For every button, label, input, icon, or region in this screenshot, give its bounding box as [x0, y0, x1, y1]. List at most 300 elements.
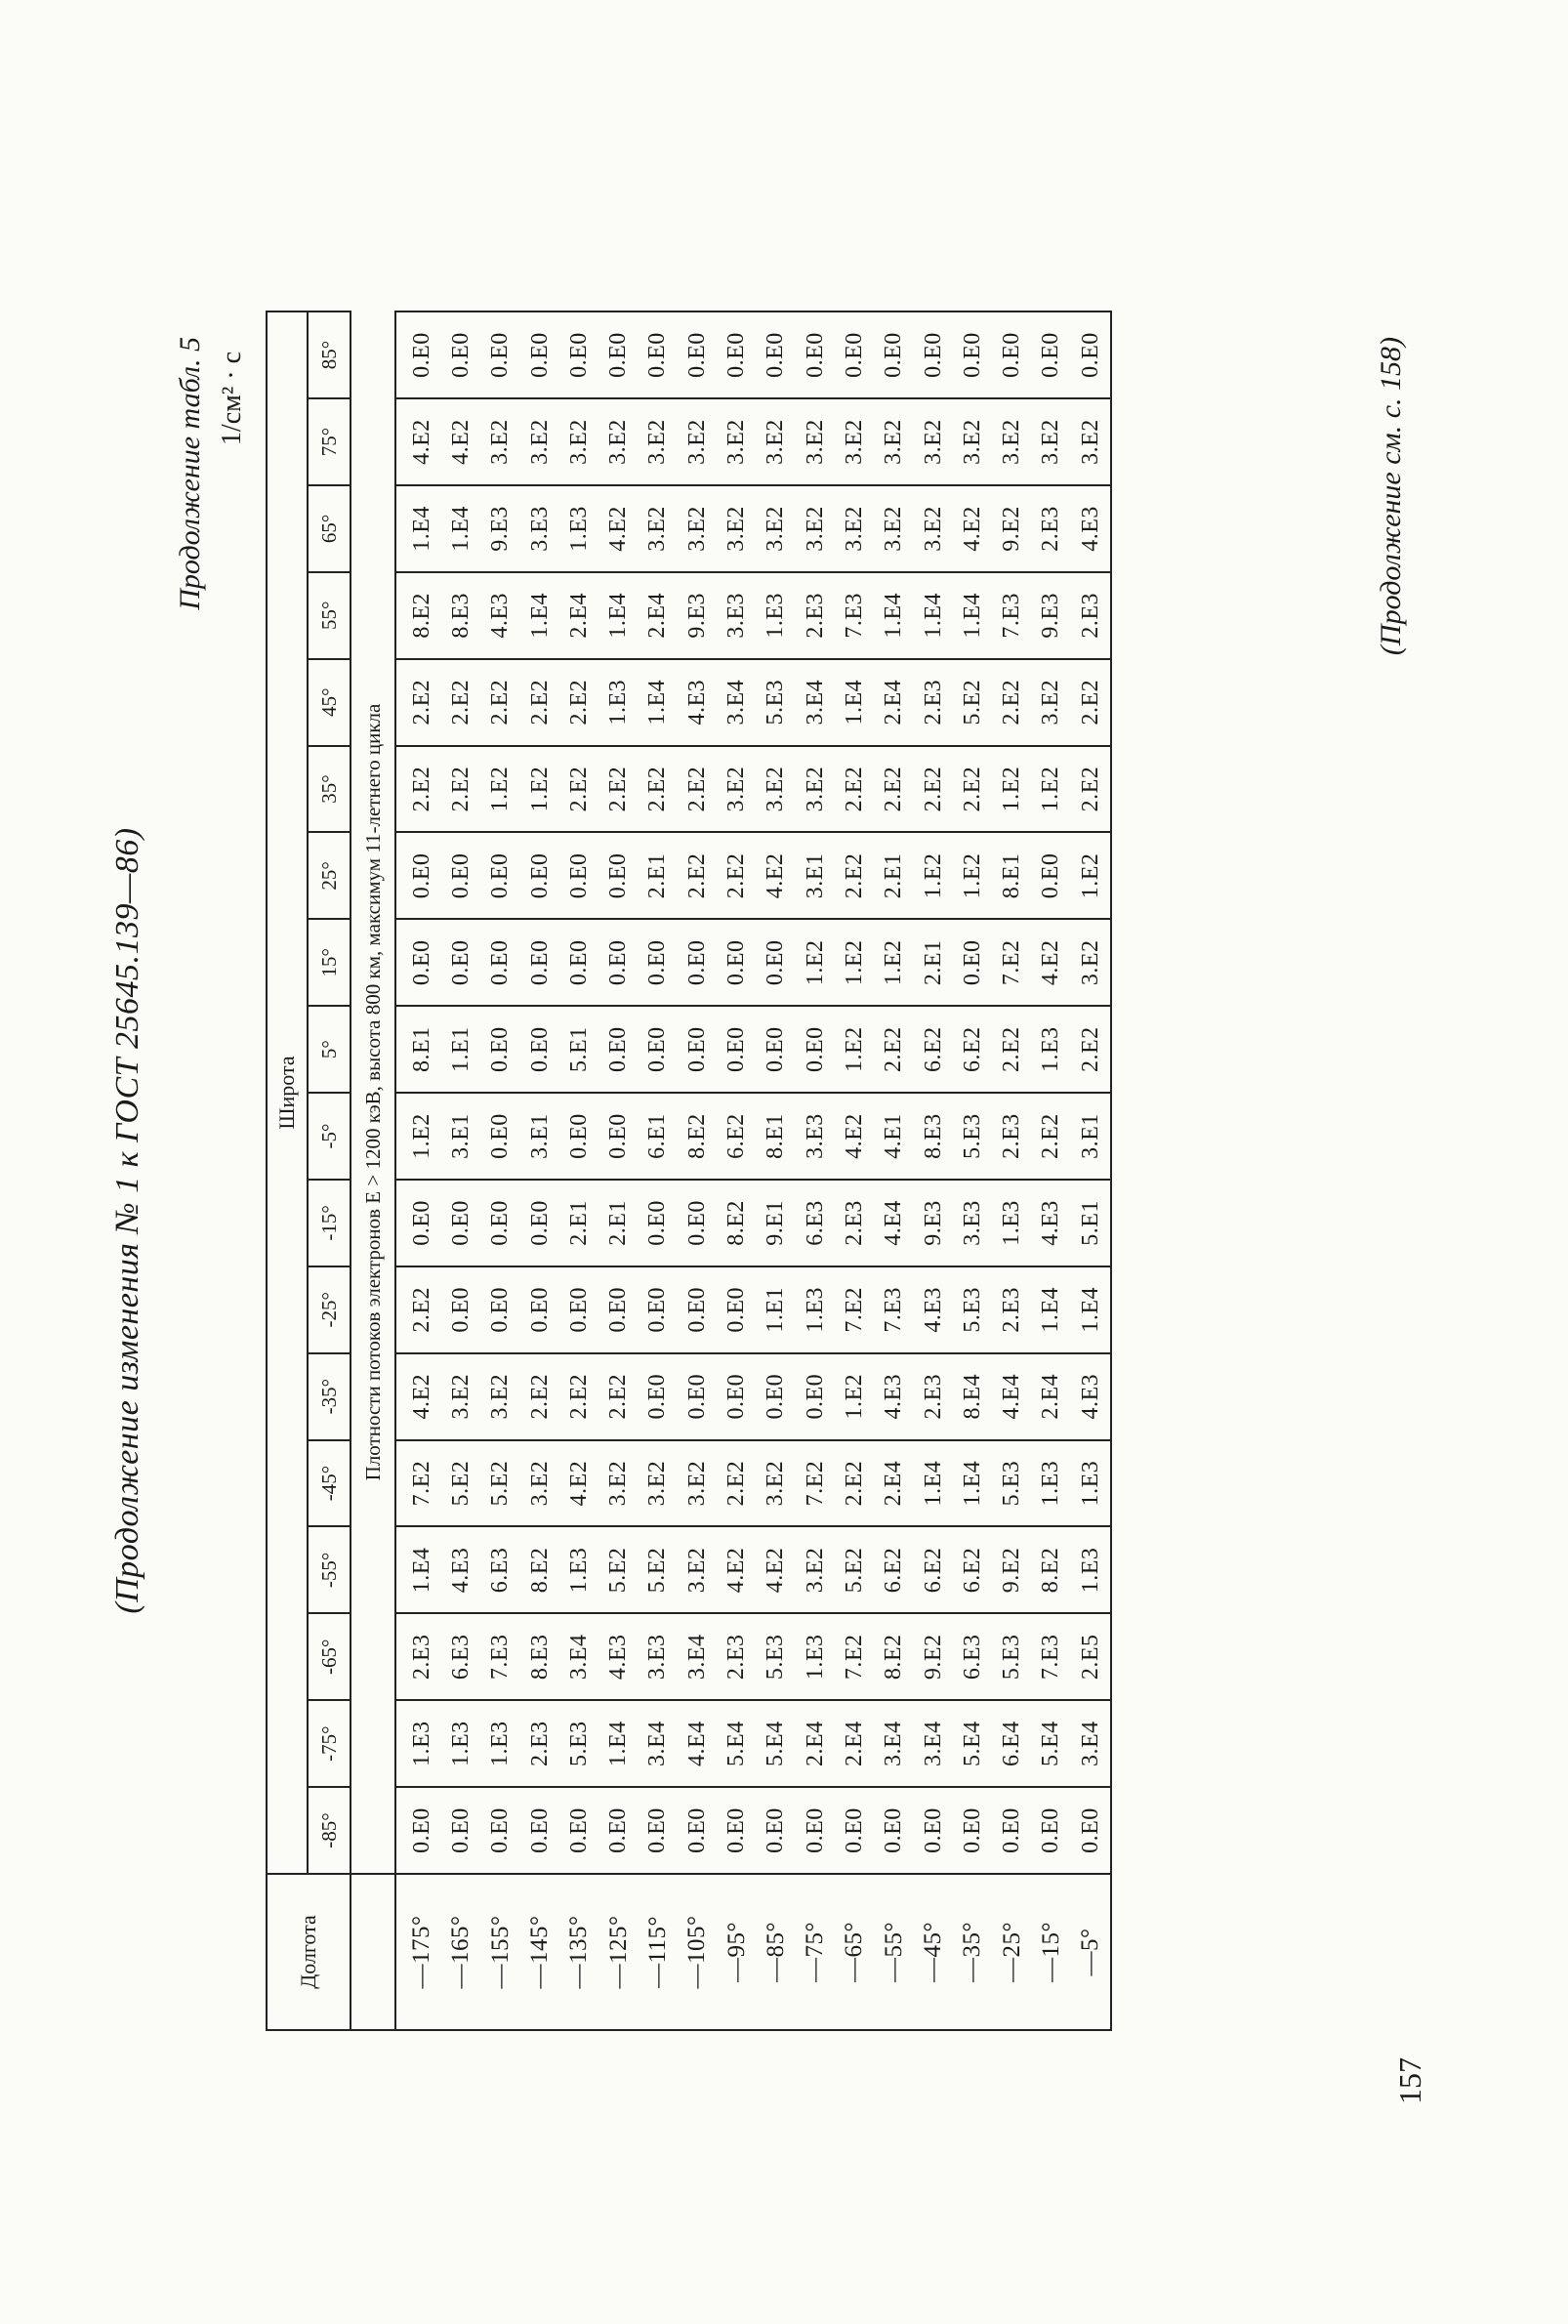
flux-value-cell: 2.E2: [835, 833, 874, 920]
flux-value-cell: 4.E4: [875, 1180, 914, 1266]
flux-value-cell: 5.E3: [559, 1700, 598, 1787]
flux-value-cell: 3.E1: [1071, 1093, 1111, 1180]
flux-value-cell: 8.E3: [520, 1613, 559, 1700]
latitude-col-header: -45°: [308, 1440, 351, 1527]
flux-value-cell: 2.E2: [992, 659, 1031, 746]
flux-value-cell: 4.E2: [598, 485, 638, 572]
flux-value-cell: 3.E2: [757, 485, 796, 572]
flux-value-cell: 3.E4: [1071, 1700, 1111, 1787]
latitude-col-header: -65°: [308, 1613, 351, 1700]
flux-value-cell: 8.E1: [757, 1093, 796, 1180]
flux-value-cell: 0.E0: [757, 919, 796, 1006]
flux-value-cell: 8.E2: [395, 572, 441, 659]
flux-value-cell: 3.E3: [953, 1180, 992, 1266]
flux-value-cell: 1.E4: [953, 572, 992, 659]
flux-value-cell: 3.E3: [796, 1093, 835, 1180]
flux-value-cell: 2.E2: [875, 1006, 914, 1093]
flux-value-cell: 3.E2: [875, 485, 914, 572]
flux-value-cell: 2.E2: [1071, 1006, 1111, 1093]
flux-value-cell: 2.E2: [559, 1353, 598, 1440]
flux-value-cell: 3.E2: [796, 485, 835, 572]
flux-value-cell: 0.E0: [1071, 1787, 1111, 1874]
flux-value-cell: 2.E2: [1071, 659, 1111, 746]
table-row: [717, 311, 756, 2030]
flux-value-cell: 2.E4: [796, 1700, 835, 1787]
flux-value-cell: 0.E0: [678, 919, 717, 1006]
flux-value-cell: 4.E2: [757, 1527, 796, 1614]
flux-value-cell: 5.E1: [1071, 1180, 1111, 1266]
flux-value-cell: 7.E3: [481, 1613, 520, 1700]
flux-value-cell: 3.E2: [639, 485, 678, 572]
flux-value-cell: 0.E0: [796, 311, 835, 398]
flux-value-cell: 0.E0: [1032, 1787, 1071, 1874]
flux-value-cell: 2.E1: [559, 1180, 598, 1266]
flux-value-cell: 1.E2: [914, 833, 953, 920]
flux-value-cell: 3.E2: [639, 398, 678, 485]
flux-value-cell: 4.E2: [559, 1440, 598, 1527]
latitude-col-header: 75°: [308, 398, 351, 485]
flux-value-cell: 1.E3: [1071, 1440, 1111, 1527]
flux-value-cell: 2.E2: [395, 1266, 441, 1353]
flux-value-cell: 3.E2: [757, 746, 796, 833]
longitude-cell: —155°: [481, 1874, 520, 2030]
flux-value-cell: 2.E2: [953, 746, 992, 833]
flux-value-cell: 2.E2: [1032, 1093, 1071, 1180]
flux-value-cell: 0.E0: [992, 311, 1031, 398]
flux-value-cell: 4.E3: [441, 1527, 480, 1614]
longitude-cell: —105°: [678, 1874, 717, 2030]
longitude-cell: —135°: [559, 1874, 598, 2030]
flux-value-cell: 0.E0: [520, 833, 559, 920]
flux-value-cell: 5.E1: [559, 1006, 598, 1093]
flux-value-cell: 5.E3: [992, 1613, 1031, 1700]
flux-value-cell: 2.E2: [441, 746, 480, 833]
flux-value-cell: 3.E3: [520, 485, 559, 572]
flux-value-cell: 4.E2: [953, 485, 992, 572]
flux-value-cell: 0.E0: [520, 1006, 559, 1093]
flux-value-cell: 1.E4: [520, 572, 559, 659]
flux-value-cell: 1.E3: [1032, 1440, 1071, 1527]
flux-value-cell: 3.E2: [520, 1440, 559, 1527]
flux-value-cell: 4.E4: [992, 1353, 1031, 1440]
flux-value-cell: 3.E2: [757, 398, 796, 485]
flux-value-cell: 9.E2: [992, 485, 1031, 572]
flux-value-cell: 6.E2: [914, 1527, 953, 1614]
footer-note: (Продолжение см. с. 158): [1375, 337, 1407, 656]
flux-value-cell: 6.E4: [992, 1700, 1031, 1787]
units-label: 1/см² · с: [217, 352, 247, 446]
flux-value-cell: 2.E2: [992, 1006, 1031, 1093]
flux-value-cell: 0.E0: [717, 1787, 756, 1874]
flux-value-cell: 0.E0: [796, 1006, 835, 1093]
flux-value-cell: 0.E0: [717, 1006, 756, 1093]
flux-value-cell: 2.E3: [992, 1093, 1031, 1180]
flux-value-cell: 0.E0: [441, 1787, 480, 1874]
latitude-col-header: 65°: [308, 485, 351, 572]
flux-value-cell: 4.E3: [875, 1353, 914, 1440]
longitude-cell: —15°: [1032, 1874, 1071, 2030]
flux-value-cell: 0.E0: [481, 833, 520, 920]
flux-value-cell: 8.E3: [914, 1093, 953, 1180]
table-row: [441, 311, 480, 2030]
table-row: [992, 311, 1031, 2030]
flux-value-cell: 2.E4: [835, 1700, 874, 1787]
flux-value-cell: 0.E0: [395, 311, 441, 398]
flux-value-cell: 2.E3: [395, 1613, 441, 1700]
flux-value-cell: 1.E2: [835, 1006, 874, 1093]
flux-value-cell: 0.E0: [598, 1006, 638, 1093]
flux-value-cell: 3.E2: [717, 746, 756, 833]
latitude-col-header: -15°: [308, 1180, 351, 1266]
flux-value-cell: 9.E2: [914, 1613, 953, 1700]
flux-value-cell: 4.E2: [835, 1093, 874, 1180]
flux-value-cell: 3.E2: [678, 398, 717, 485]
flux-value-cell: 6.E2: [875, 1527, 914, 1614]
flux-value-cell: 0.E0: [796, 1353, 835, 1440]
flux-value-cell: 7.E2: [835, 1613, 874, 1700]
flux-value-cell: 3.E2: [481, 398, 520, 485]
flux-value-cell: 0.E0: [639, 311, 678, 398]
flux-value-cell: 1.E2: [992, 746, 1031, 833]
flux-value-cell: 2.E4: [639, 572, 678, 659]
flux-value-cell: 2.E2: [520, 659, 559, 746]
latitude-col-header: 35°: [308, 746, 351, 833]
flux-value-cell: 1.E3: [598, 659, 638, 746]
flux-value-cell: 0.E0: [520, 1266, 559, 1353]
flux-value-cell: 8.E4: [953, 1353, 992, 1440]
flux-value-cell: 0.E0: [598, 1266, 638, 1353]
flux-value-cell: 4.E3: [481, 572, 520, 659]
flux-value-cell: 0.E0: [678, 1006, 717, 1093]
flux-value-cell: 1.E3: [441, 1700, 480, 1787]
flux-value-cell: 2.E2: [481, 659, 520, 746]
flux-value-cell: 0.E0: [481, 1093, 520, 1180]
flux-value-cell: 0.E0: [639, 1787, 678, 1874]
table-body: [351, 311, 1111, 2030]
flux-value-cell: 0.E0: [1032, 311, 1071, 398]
flux-value-cell: 2.E2: [520, 1353, 559, 1440]
flux-value-cell: 1.E3: [796, 1613, 835, 1700]
flux-value-cell: 2.E2: [914, 746, 953, 833]
flux-value-cell: 4.E2: [757, 833, 796, 920]
longitude-cell: —75°: [796, 1874, 835, 2030]
flux-value-cell: 0.E0: [520, 311, 559, 398]
flux-value-cell: 4.E2: [441, 398, 480, 485]
flux-value-cell: 9.E2: [992, 1527, 1031, 1614]
flux-value-cell: 6.E2: [717, 1093, 756, 1180]
table-row: [481, 311, 520, 2030]
flux-value-cell: 2.E3: [835, 1180, 874, 1266]
flux-value-cell: 2.E2: [717, 833, 756, 920]
page-number: 157: [1392, 2057, 1427, 2104]
flux-value-cell: 0.E0: [678, 1180, 717, 1266]
flux-value-cell: 1.E2: [953, 833, 992, 920]
flux-value-cell: 2.E4: [875, 659, 914, 746]
longitude-cell: —55°: [875, 1874, 914, 2030]
flux-value-cell: 0.E0: [441, 1266, 480, 1353]
flux-value-cell: 1.E4: [598, 1700, 638, 1787]
flux-value-cell: 6.E1: [639, 1093, 678, 1180]
flux-value-cell: 2.E2: [441, 659, 480, 746]
flux-value-cell: 2.E2: [559, 659, 598, 746]
table-row: [395, 311, 441, 2030]
flux-value-cell: 2.E4: [875, 1440, 914, 1527]
flux-value-cell: 3.E4: [678, 1613, 717, 1700]
flux-value-cell: 1.E4: [1071, 1266, 1111, 1353]
flux-value-cell: 3.E2: [1071, 398, 1111, 485]
table-row: [559, 311, 598, 2030]
flux-value-cell: 3.E2: [717, 398, 756, 485]
longitude-cell: —25°: [992, 1874, 1031, 2030]
flux-value-cell: 1.E4: [835, 659, 874, 746]
flux-value-cell: 9.E1: [757, 1180, 796, 1266]
flux-value-cell: 0.E0: [914, 1787, 953, 1874]
flux-value-cell: 1.E2: [1032, 746, 1071, 833]
latitude-col-header: -35°: [308, 1353, 351, 1440]
flux-value-cell: 3.E2: [559, 398, 598, 485]
flux-value-cell: 3.E3: [717, 572, 756, 659]
flux-value-cell: 1.E2: [1071, 833, 1111, 920]
table-caption: Продолжение табл. 5: [174, 337, 206, 610]
flux-value-cell: 5.E2: [639, 1527, 678, 1614]
flux-value-cell: 5.E2: [441, 1440, 480, 1527]
table-row: [757, 311, 796, 2030]
flux-value-cell: 0.E0: [598, 1787, 638, 1874]
longitude-cell: —5°: [1071, 1874, 1111, 2030]
flux-value-cell: 6.E2: [953, 1006, 992, 1093]
flux-value-cell: 3.E2: [992, 398, 1031, 485]
flux-value-cell: 4.E2: [395, 1353, 441, 1440]
flux-value-cell: 5.E3: [953, 1266, 992, 1353]
flux-value-cell: 1.E3: [1071, 1527, 1111, 1614]
flux-value-cell: 3.E4: [914, 1700, 953, 1787]
flux-value-cell: 8.E2: [520, 1527, 559, 1614]
flux-value-cell: 5.E3: [757, 659, 796, 746]
flux-value-cell: 5.E4: [757, 1700, 796, 1787]
flux-value-cell: 2.E4: [559, 572, 598, 659]
flux-value-cell: 2.E2: [835, 746, 874, 833]
flux-value-cell: 9.E3: [914, 1180, 953, 1266]
flux-value-cell: 2.E2: [598, 746, 638, 833]
flux-value-cell: 9.E3: [678, 572, 717, 659]
flux-value-cell: 0.E0: [757, 1006, 796, 1093]
flux-value-cell: 0.E0: [520, 1787, 559, 1874]
flux-value-cell: 3.E2: [1071, 919, 1111, 1006]
flux-value-cell: 3.E2: [678, 1440, 717, 1527]
flux-value-cell: 3.E4: [559, 1613, 598, 1700]
flux-value-cell: 0.E0: [757, 1353, 796, 1440]
flux-value-cell: 0.E0: [992, 1787, 1031, 1874]
flux-value-cell: 1.E2: [835, 1353, 874, 1440]
flux-value-cell: 0.E0: [481, 1266, 520, 1353]
flux-value-cell: 2.E2: [598, 1353, 638, 1440]
flux-value-cell: 3.E2: [481, 1353, 520, 1440]
flux-value-cell: 2.E2: [875, 746, 914, 833]
flux-value-cell: 2.E1: [639, 833, 678, 920]
flux-value-cell: 1.E4: [953, 1440, 992, 1527]
flux-value-cell: 0.E0: [757, 311, 796, 398]
flux-value-cell: 8.E2: [678, 1093, 717, 1180]
latitude-col-header: -5°: [308, 1093, 351, 1180]
flux-value-cell: 4.E3: [1071, 1353, 1111, 1440]
flux-value-cell: 1.E3: [992, 1180, 1031, 1266]
flux-value-cell: 0.E0: [639, 1006, 678, 1093]
flux-value-cell: 0.E0: [598, 833, 638, 920]
flux-value-cell: 2.E3: [796, 572, 835, 659]
flux-value-cell: 3.E4: [796, 659, 835, 746]
flux-value-cell: 2.E3: [992, 1266, 1031, 1353]
flux-value-cell: 3.E2: [914, 398, 953, 485]
flux-value-cell: 2.E3: [914, 1353, 953, 1440]
flux-value-cell: 0.E0: [875, 311, 914, 398]
flux-table: [266, 311, 1112, 2031]
flux-value-cell: 4.E3: [914, 1266, 953, 1353]
latitude-col-header: 15°: [308, 919, 351, 1006]
flux-value-cell: 1.E2: [796, 919, 835, 1006]
flux-value-cell: 5.E3: [757, 1613, 796, 1700]
flux-value-cell: 0.E0: [875, 1787, 914, 1874]
flux-value-cell: 1.E3: [757, 572, 796, 659]
flux-value-cell: 1.E3: [559, 1527, 598, 1614]
flux-value-cell: 2.E1: [914, 919, 953, 1006]
flux-value-cell: 0.E0: [520, 919, 559, 1006]
flux-value-cell: 8.E1: [395, 1006, 441, 1093]
flux-value-cell: 9.E3: [481, 485, 520, 572]
flux-value-cell: 4.E3: [678, 659, 717, 746]
flux-value-cell: 0.E0: [559, 1266, 598, 1353]
flux-value-cell: 0.E0: [1032, 833, 1071, 920]
flux-value-cell: 0.E0: [598, 919, 638, 1006]
flux-value-cell: 0.E0: [481, 1180, 520, 1266]
flux-value-cell: 1.E4: [914, 1440, 953, 1527]
flux-value-cell: 0.E0: [639, 919, 678, 1006]
flux-value-cell: 3.E2: [441, 1353, 480, 1440]
flux-value-cell: 3.E2: [835, 485, 874, 572]
flux-value-cell: 3.E2: [678, 1527, 717, 1614]
table-row: [953, 311, 992, 2030]
longitude-cell: —95°: [717, 1874, 756, 2030]
flux-value-cell: 0.E0: [598, 1093, 638, 1180]
flux-value-cell: 1.E1: [441, 1006, 480, 1093]
flux-value-cell: 3.E2: [875, 398, 914, 485]
flux-value-cell: 0.E0: [395, 919, 441, 1006]
flux-value-cell: 5.E2: [481, 1440, 520, 1527]
flux-value-cell: 1.E4: [395, 1527, 441, 1614]
flux-value-cell: 2.E3: [1032, 485, 1071, 572]
latitude-col-header: -25°: [308, 1266, 351, 1353]
flux-value-cell: 5.E4: [1032, 1700, 1071, 1787]
flux-value-cell: 2.E2: [678, 833, 717, 920]
subtitle-spacer: [351, 1874, 395, 2030]
flux-value-cell: 0.E0: [717, 1266, 756, 1353]
flux-value-cell: 7.E3: [835, 572, 874, 659]
flux-value-cell: 7.E2: [395, 1440, 441, 1527]
document-header: (Продолжение изменения № 1 к ГОСТ 25645.139—86): [109, 827, 145, 1614]
flux-value-cell: 3.E2: [598, 1440, 638, 1527]
flux-value-cell: 2.E2: [639, 746, 678, 833]
flux-value-cell: 6.E3: [441, 1613, 480, 1700]
longitude-cell: —165°: [441, 1874, 480, 2030]
flux-value-cell: 2.E2: [678, 746, 717, 833]
table-row: [875, 311, 914, 2030]
flux-value-cell: 1.E4: [441, 485, 480, 572]
flux-value-cell: 5.E4: [717, 1700, 756, 1787]
flux-value-cell: 8.E2: [1032, 1527, 1071, 1614]
flux-value-cell: 1.E3: [1032, 1006, 1071, 1093]
flux-value-cell: 3.E2: [717, 485, 756, 572]
longitude-cell: —115°: [639, 1874, 678, 2030]
flux-value-cell: 1.E3: [796, 1266, 835, 1353]
flux-value-cell: 7.E3: [992, 572, 1031, 659]
flux-value-cell: 3.E2: [678, 485, 717, 572]
flux-value-cell: 2.E2: [717, 1440, 756, 1527]
flux-value-cell: 0.E0: [678, 1787, 717, 1874]
table-row: [598, 311, 638, 2030]
latitude-col-header: 85°: [308, 311, 351, 398]
latitude-col-header: 25°: [308, 833, 351, 920]
flux-value-cell: 7.E2: [992, 919, 1031, 1006]
flux-value-cell: 6.E3: [481, 1527, 520, 1614]
flux-value-cell: 5.E3: [953, 1093, 992, 1180]
flux-value-cell: 0.E0: [678, 1266, 717, 1353]
latitude-col-header: 45°: [308, 659, 351, 746]
flux-value-cell: 2.E1: [875, 833, 914, 920]
longitude-cell: —65°: [835, 1874, 874, 2030]
longitude-cell: —125°: [598, 1874, 638, 2030]
flux-value-cell: 1.E4: [875, 572, 914, 659]
flux-value-cell: 0.E0: [717, 311, 756, 398]
flux-value-cell: 1.E2: [395, 1093, 441, 1180]
flux-value-cell: 0.E0: [481, 311, 520, 398]
longitude-cell: —85°: [757, 1874, 796, 2030]
longitude-header: Долгота: [267, 1874, 351, 2030]
flux-value-cell: 8.E2: [875, 1613, 914, 1700]
flux-value-cell: 0.E0: [559, 833, 598, 920]
flux-value-cell: 2.E2: [559, 746, 598, 833]
flux-value-cell: 0.E0: [481, 1006, 520, 1093]
flux-value-cell: 1.E3: [559, 485, 598, 572]
flux-value-cell: 4.E1: [875, 1093, 914, 1180]
longitude-cell: —145°: [520, 1874, 559, 2030]
latitude-col-header: -55°: [308, 1527, 351, 1614]
flux-value-cell: 6.E3: [796, 1180, 835, 1266]
flux-value-cell: 0.E0: [441, 311, 480, 398]
latitude-col-header: 55°: [308, 572, 351, 659]
flux-value-cell: 3.E2: [757, 1440, 796, 1527]
flux-value-cell: 0.E0: [395, 1180, 441, 1266]
latitude-col-header: -75°: [308, 1700, 351, 1787]
flux-value-cell: 1.E4: [1032, 1266, 1071, 1353]
longitude-cell: —35°: [953, 1874, 992, 2030]
flux-value-cell: 2.E5: [1071, 1613, 1111, 1700]
flux-value-cell: 0.E0: [717, 919, 756, 1006]
flux-value-cell: 6.E2: [914, 1006, 953, 1093]
flux-value-cell: 3.E2: [639, 1440, 678, 1527]
flux-value-cell: 0.E0: [559, 919, 598, 1006]
flux-value-cell: 3.E2: [953, 398, 992, 485]
flux-value-cell: 0.E0: [395, 1787, 441, 1874]
table-row: [796, 311, 835, 2030]
flux-value-cell: 2.E3: [717, 1613, 756, 1700]
flux-value-cell: 0.E0: [796, 1787, 835, 1874]
flux-value-cell: 3.E2: [796, 398, 835, 485]
flux-value-cell: 5.E2: [598, 1527, 638, 1614]
flux-value-cell: 3.E2: [796, 1527, 835, 1614]
table-row: [639, 311, 678, 2030]
flux-value-cell: 0.E0: [835, 311, 874, 398]
table-row: [914, 311, 953, 2030]
flux-value-cell: 3.E1: [796, 833, 835, 920]
